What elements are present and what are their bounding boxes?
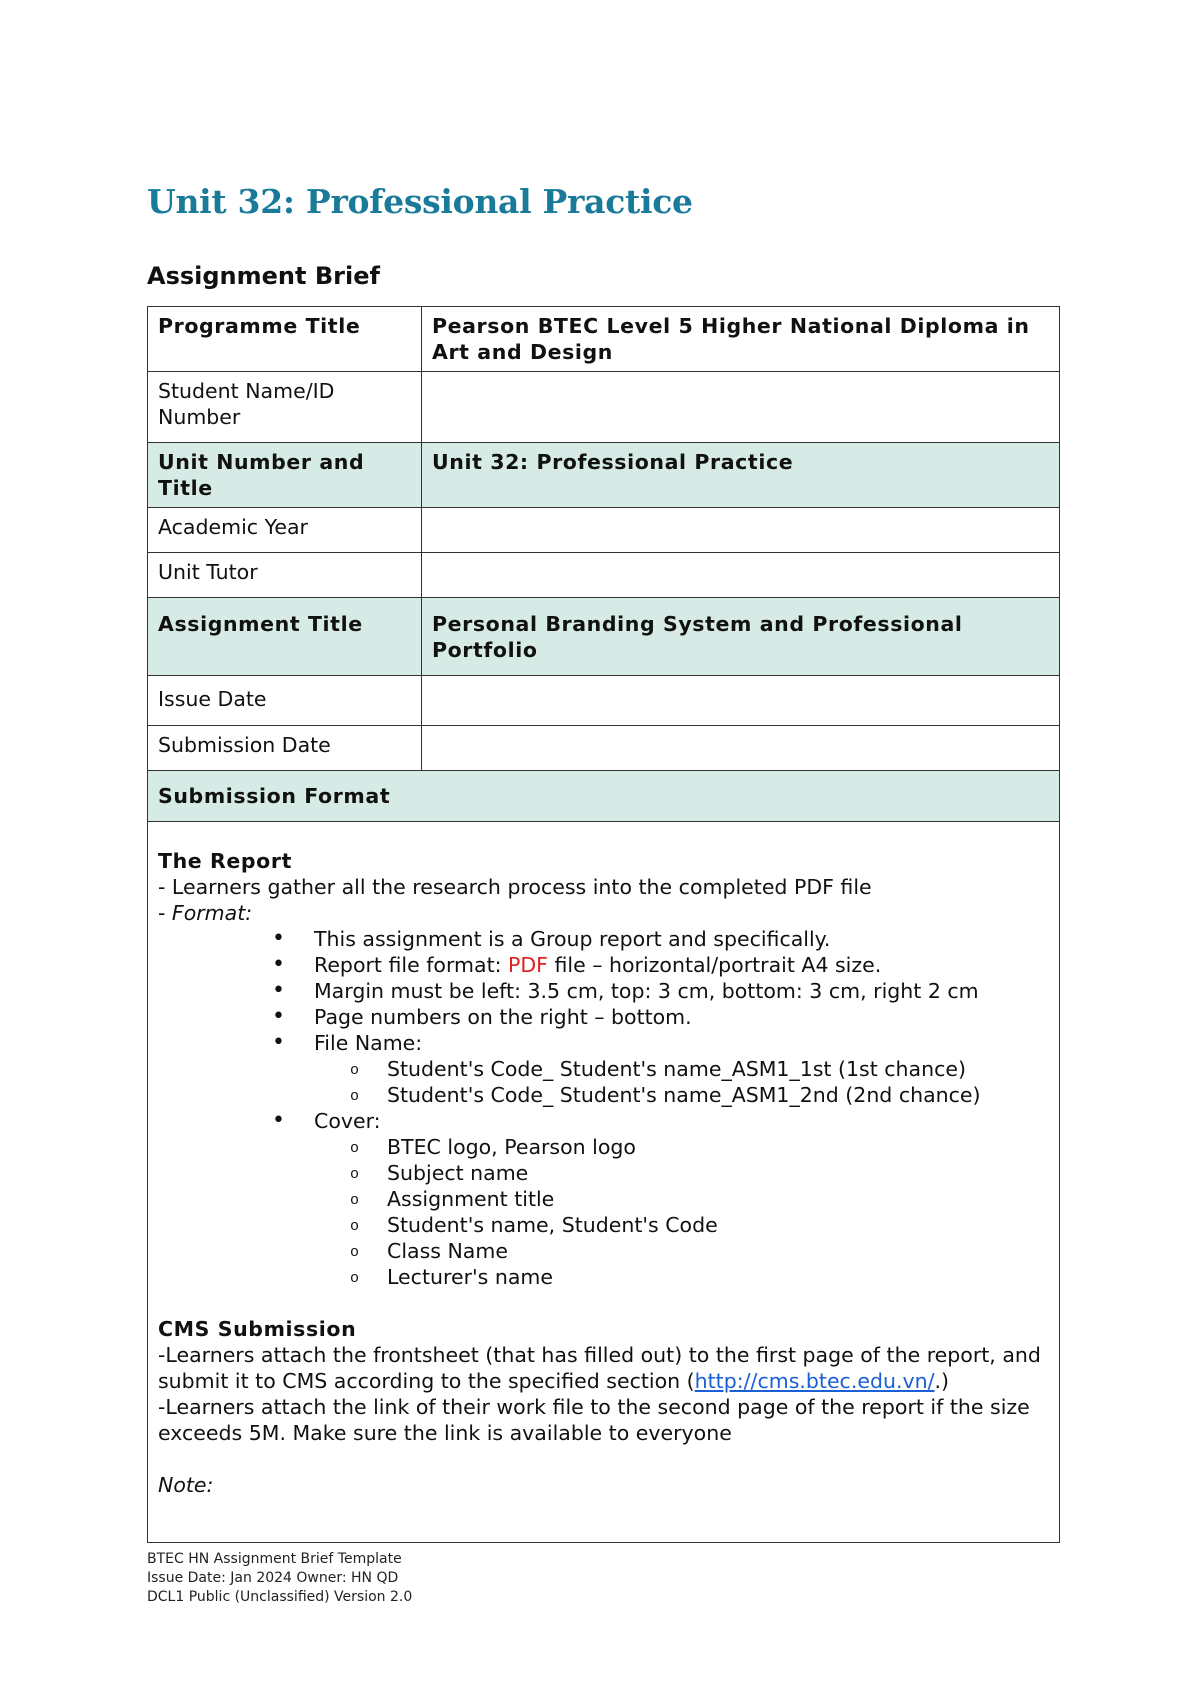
programme-title-value: Pearson BTEC Level 5 Higher National Diploma in Art and Design xyxy=(422,307,1060,372)
programme-title-label: Programme Title xyxy=(148,307,422,372)
list-item: o Assignment title xyxy=(158,1186,1049,1212)
table-row xyxy=(148,443,1060,508)
cms-instructions: -Learners attach the frontsheet (that has filled out) to the first page of the report, and submit it to CMS according to the specified section (http://cms.btec.edu.vn/.) xyxy=(158,1343,1041,1393)
list-item: o BTEC logo, Pearson logo xyxy=(158,1134,1049,1160)
list-item: • Page numbers on the right – bottom. xyxy=(158,1004,1049,1030)
cms-link[interactable]: http://cms.btec.edu.vn/ xyxy=(694,1369,935,1393)
issue-date-value xyxy=(422,676,1060,726)
submission-date-value xyxy=(422,726,1060,771)
note-label: Note: xyxy=(158,1473,214,1497)
student-name-value xyxy=(422,372,1060,443)
table-row xyxy=(148,598,1060,676)
list-item: o Student's name, Student's Code xyxy=(158,1212,1049,1238)
format-label: Format: xyxy=(171,901,253,925)
pdf-highlight: PDF xyxy=(508,953,548,977)
submission-format-heading: Submission Format xyxy=(148,771,1060,822)
format-line: - Format: xyxy=(158,901,253,925)
list-item: o Student's Code_ Student's name_ASM1_1st (1st chance) xyxy=(158,1056,1049,1082)
unit-title: Unit 32: Professional Practice xyxy=(147,182,693,221)
list-item: o Lecturer's name xyxy=(158,1264,1049,1290)
unit-tutor-label: Unit Tutor xyxy=(148,553,422,598)
list-item: o Subject name xyxy=(158,1160,1049,1186)
report-intro: - Learners gather all the research process into the completed PDF file xyxy=(158,875,872,899)
footer-template-name: BTEC HN Assignment Brief Template xyxy=(147,1551,402,1567)
unit-number-label: Unit Number and Title xyxy=(148,443,422,508)
file-name-list xyxy=(158,1056,1049,1108)
page-footer xyxy=(147,1550,412,1607)
footer-classification: DCL1 Public (Unclassified) Version 2.0 xyxy=(147,1589,413,1605)
list-item: o Student's Code_ Student's name_ASM1_2nd (2nd chance) xyxy=(158,1082,1049,1108)
list-item: • File Name: o Student's Code_ Student's name_ASM1_1st (1st chance) o Student's Code_ Student's name_ASM1_2nd (2nd chance) xyxy=(158,1030,1049,1108)
spacer xyxy=(158,1290,1049,1316)
table-row xyxy=(148,553,1060,598)
table-row xyxy=(148,508,1060,553)
assignment-brief-heading: Assignment Brief xyxy=(147,262,380,290)
table-row xyxy=(148,372,1060,443)
unit-tutor-value xyxy=(422,553,1060,598)
submission-format-content xyxy=(148,822,1060,1543)
student-name-label: Student Name/ID Number xyxy=(148,372,422,443)
footer-issue-date: Issue Date: Jan 2024 Owner: HN QD xyxy=(147,1570,399,1586)
table-row xyxy=(148,771,1060,822)
academic-year-label: Academic Year xyxy=(148,508,422,553)
unit-number-value: Unit 32: Professional Practice xyxy=(422,443,1060,508)
cms-link-note: -Learners attach the link of their work file to the second page of the report if the size exceeds 5M. Make sure the link is available to everyone xyxy=(158,1395,1030,1445)
assignment-title-value: Personal Branding System and Professional Portfolio xyxy=(422,598,1060,676)
list-item: • This assignment is a Group report and specifically. xyxy=(158,926,1049,952)
cms-heading: CMS Submission xyxy=(158,1317,357,1341)
assignment-brief-table xyxy=(147,306,1060,1543)
list-item: • Cover: o BTEC logo, Pearson logo o Subject name o Assignment title o Student's name, Student's Code o Class Name o Lecturer's name xyxy=(158,1108,1049,1290)
spacer xyxy=(158,1446,1049,1472)
table-row xyxy=(148,307,1060,372)
report-heading: The Report xyxy=(158,849,292,873)
table-row xyxy=(148,726,1060,771)
submission-date-label: Submission Date xyxy=(148,726,422,771)
table-row xyxy=(148,676,1060,726)
assignment-title-label: Assignment Title xyxy=(148,598,422,676)
list-item: o Class Name xyxy=(158,1238,1049,1264)
format-list xyxy=(158,926,1049,1290)
academic-year-value xyxy=(422,508,1060,553)
issue-date-label: Issue Date xyxy=(148,676,422,726)
list-item: • Report file format: PDF file – horizontal/portrait A4 size. xyxy=(158,952,1049,978)
list-item: • Margin must be left: 3.5 cm, top: 3 cm, bottom: 3 cm, right 2 cm xyxy=(158,978,1049,1004)
cover-list xyxy=(158,1134,1049,1290)
table-row xyxy=(148,822,1060,1543)
